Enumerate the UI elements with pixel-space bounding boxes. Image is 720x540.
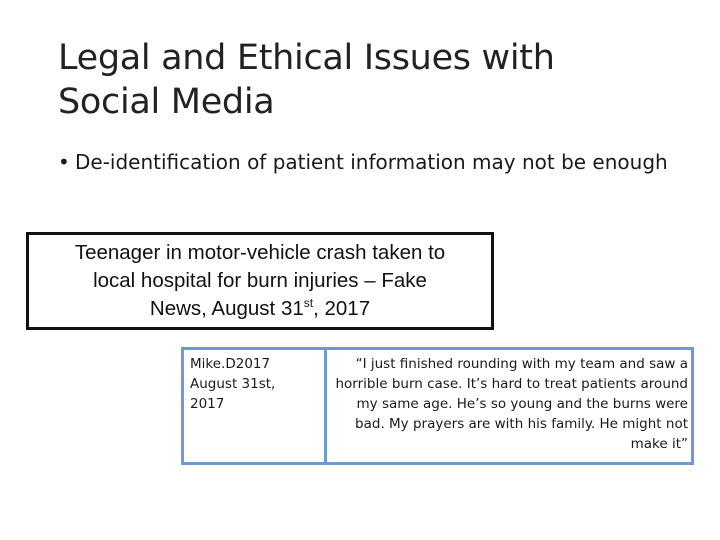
social-media-post	[181, 347, 694, 465]
headline-line-3-prefix: News, August 31	[149, 297, 304, 320]
news-headline-text	[32, 239, 488, 323]
news-headline-box	[26, 232, 494, 330]
post-username: Mike.D2017	[190, 356, 271, 372]
post-quote: “I just finished rounding with my team and saw a horrible burn case. It’s hard to treat patients around my same age. He’s so young and the burns were bad. My prayers are with his family. He might not make it”	[335, 356, 688, 452]
post-meta	[190, 354, 320, 414]
bullet-item	[58, 148, 698, 176]
post-date-line-1: August 31st,	[190, 376, 276, 392]
headline-line-2: local hospital for burn injuries – Fake	[93, 269, 427, 292]
slide-title-line-1: Legal and Ethical Issues with	[58, 38, 555, 78]
post-date-line-2: 2017	[190, 396, 225, 412]
slide-title	[58, 36, 678, 124]
post-divider	[324, 350, 327, 462]
headline-line-3-suffix: , 2017	[313, 297, 371, 320]
bullet-text: De-identification of patient information may not be enough	[75, 150, 668, 174]
headline-ordinal-suffix: st	[303, 296, 314, 311]
slide-title-line-2: Social Media	[58, 82, 275, 122]
headline-line-1: Teenager in motor-vehicle crash taken to	[74, 241, 446, 264]
bullet-dot: •	[58, 150, 70, 174]
